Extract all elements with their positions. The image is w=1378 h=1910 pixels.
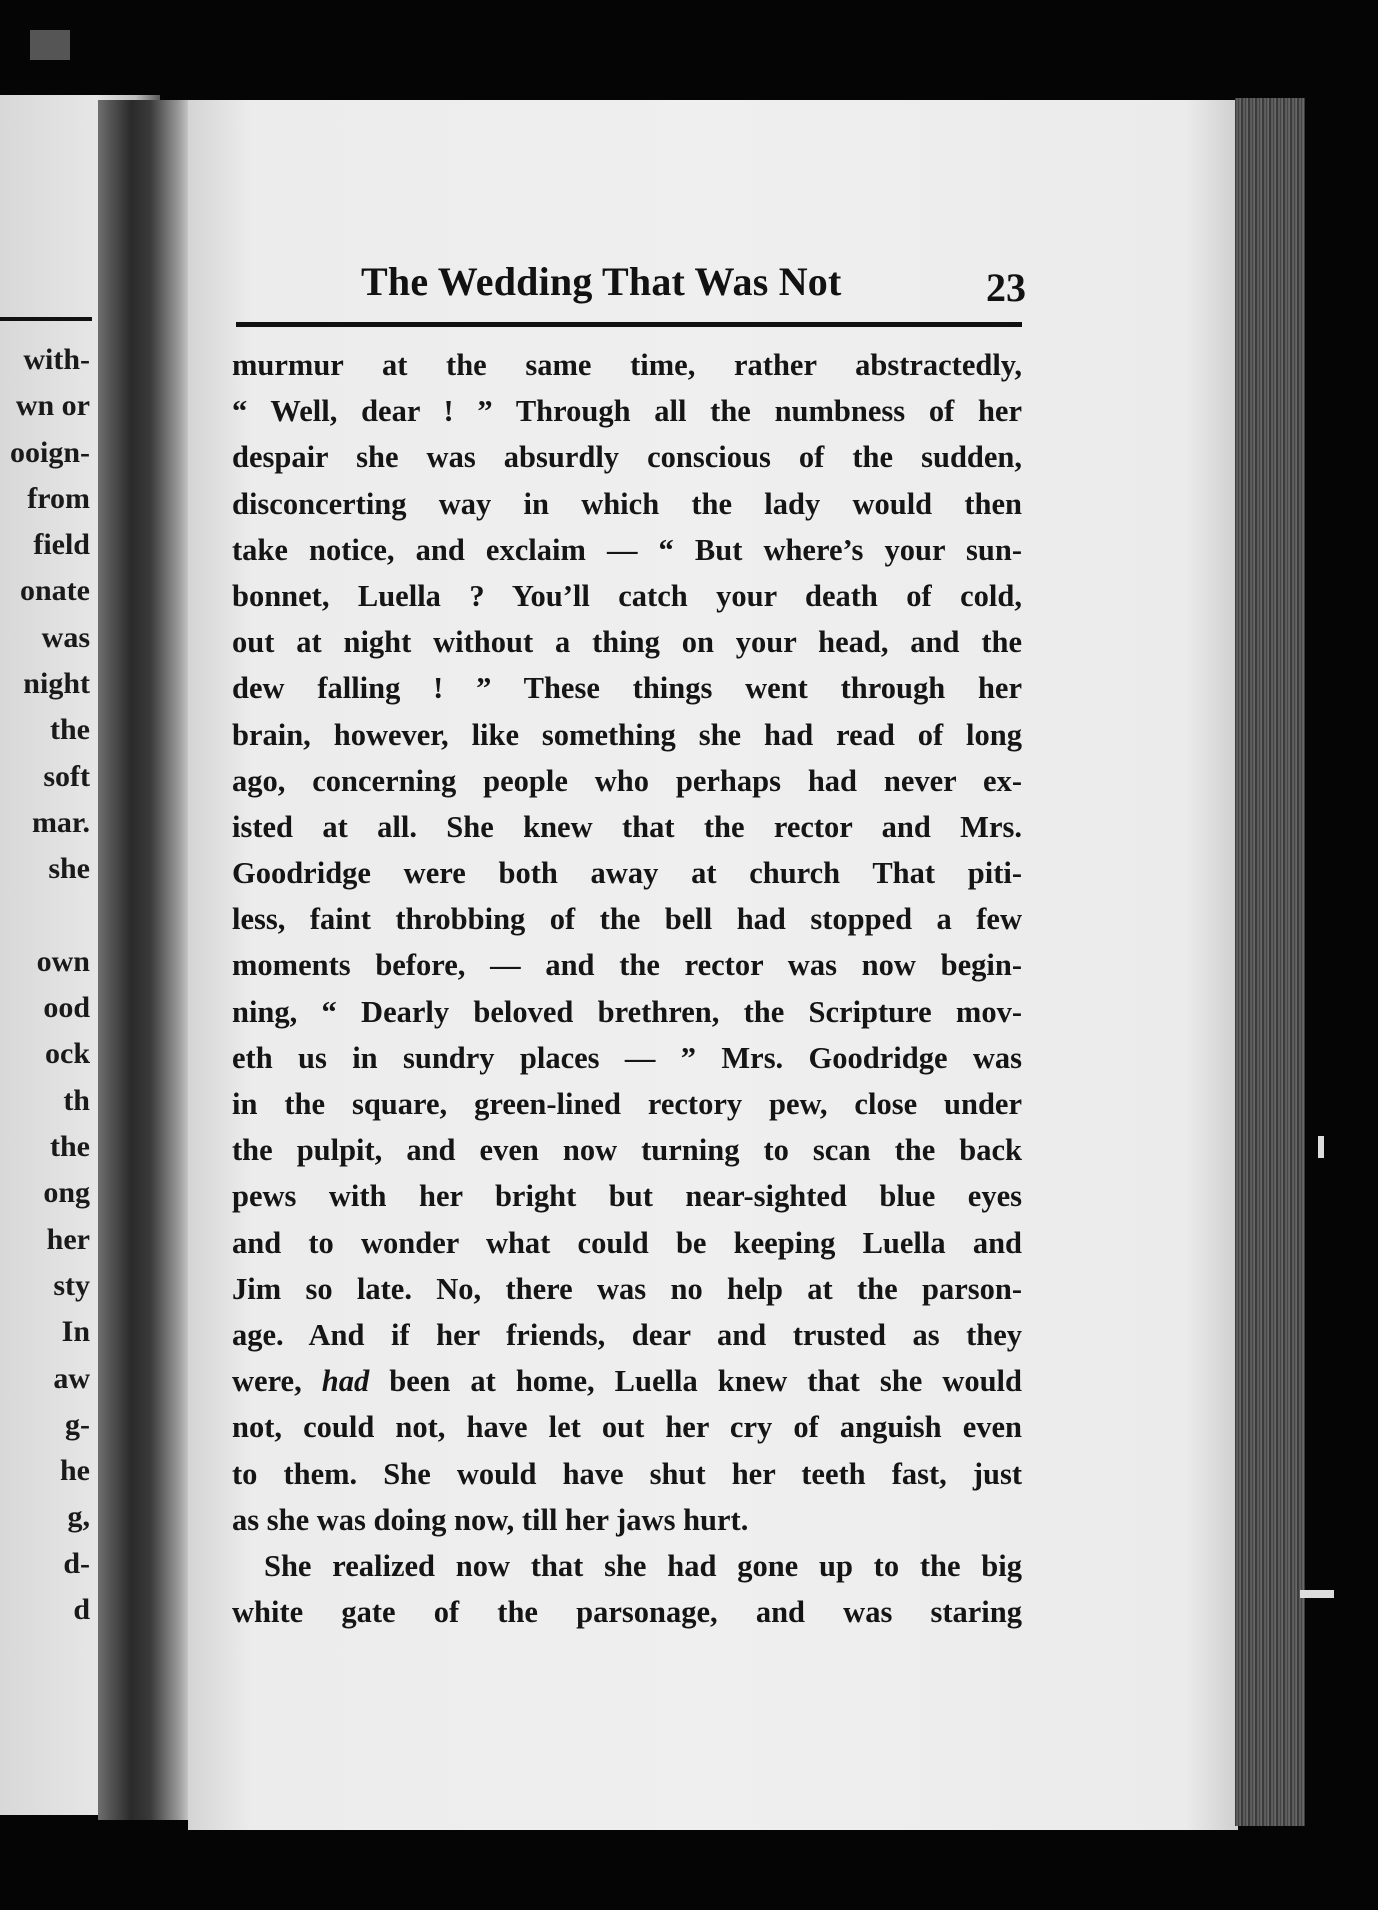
- left-fragment-line: the: [50, 1130, 90, 1164]
- text-line: and to wonder what could be keeping Luella and: [232, 1225, 1022, 1260]
- text-line: dew falling ! ” These things went through her: [232, 671, 1022, 706]
- left-fragment-line: In: [61, 1315, 90, 1349]
- text-line: eth us in sundry places — ” Mrs. Goodridge was: [232, 1040, 1022, 1075]
- text-line: not, could not, have let out her cry of anguish even: [232, 1410, 1022, 1445]
- scan-speck: [1318, 1136, 1324, 1158]
- text-line: less, faint throbbing of the bell had stopped a few: [232, 902, 1022, 937]
- text-line: take notice, and exclaim — “ But where’s your sun-: [232, 532, 1022, 567]
- text-line: ning, “ Dearly beloved brethren, the Scripture mov-: [232, 994, 1022, 1029]
- left-fragment-line: th: [63, 1083, 90, 1117]
- running-title: The Wedding That Was Not: [361, 259, 842, 304]
- left-fragment-line: ood: [43, 991, 90, 1025]
- text-line: disconcerting way in which the lady would then: [232, 486, 1022, 521]
- left-fragment-line: own: [36, 944, 90, 978]
- left-fragment-line: the: [50, 713, 90, 747]
- text-line: “ Well, dear ! ” Through all the numbness of her: [232, 394, 1022, 429]
- left-fragment-line: night: [23, 667, 90, 701]
- left-page-header-rule: [0, 317, 92, 321]
- left-fragment-line: ock: [45, 1037, 90, 1071]
- text-line: Jim so late. No, there was no help at the parson-: [232, 1271, 1022, 1306]
- left-fragment-line: field: [33, 528, 90, 562]
- text-line: ago, concerning people who perhaps had never ex-: [232, 763, 1022, 798]
- text-line: murmur at the same time, rather abstractedly,: [232, 348, 1022, 382]
- text-line: pews with her bright but near-sighted blue eyes: [232, 1179, 1022, 1214]
- text-line: bonnet, Luella ? You’ll catch your death of cold,: [232, 578, 1022, 613]
- left-fragment-line: he: [60, 1454, 90, 1488]
- header-rule: [236, 322, 1022, 327]
- text-line: brain, however, like something she had read of long: [232, 717, 1022, 752]
- left-fragment-line: d-: [63, 1546, 90, 1580]
- left-fragment-line: d: [73, 1593, 90, 1627]
- body-text: [232, 342, 1022, 1635]
- text-line: out at night without a thing on your head, and the: [232, 625, 1022, 660]
- emphasis-word: had: [321, 1364, 370, 1399]
- text-line: were, had been at home, Luella knew that she would: [232, 1364, 1022, 1399]
- text-line: despair she was absurdly conscious of the sudden,: [232, 440, 1022, 475]
- left-fragment-line: [0, 893, 90, 939]
- left-fragment-line: was: [41, 620, 90, 654]
- left-fragment-line: g-: [65, 1407, 90, 1441]
- page-header: [236, 258, 1026, 318]
- left-fragment-line: sty: [53, 1268, 90, 1302]
- left-fragment-line: soft: [43, 759, 90, 793]
- text-line: in the square, green-lined rectory pew, close under: [232, 1087, 1022, 1121]
- left-fragment-line: with-: [23, 343, 90, 376]
- left-fragment-line: g,: [67, 1500, 90, 1534]
- text-line: Goodridge were both away at church That piti-: [232, 856, 1022, 891]
- scan-speck: [30, 30, 70, 60]
- left-fragment-line: wn or: [15, 389, 90, 423]
- scan-speck: [1300, 1590, 1334, 1598]
- left-fragment-line: she: [48, 852, 90, 886]
- text-line: moments before, — and the rector was now begin-: [232, 948, 1022, 983]
- text-line: She realized now that she had gone up to the big: [264, 1548, 1022, 1583]
- left-page-text-fragments: [0, 337, 90, 1633]
- left-fragment-line: ooign-: [9, 435, 90, 469]
- text-line: isted at all. She knew that the rector and Mrs.: [232, 809, 1022, 844]
- left-fragment-line: ong: [43, 1176, 90, 1210]
- left-fragment-line: from: [27, 481, 90, 515]
- left-fragment-line: her: [46, 1222, 90, 1256]
- book-gutter: [98, 100, 193, 1820]
- page-edge-stack: [1235, 98, 1305, 1826]
- left-fragment-line: mar.: [31, 805, 90, 839]
- left-fragment-line: aw: [53, 1361, 90, 1395]
- left-fragment-line: onate: [20, 574, 90, 608]
- text-line: the pulpit, and even now turning to scan the back: [232, 1133, 1022, 1168]
- text-line: white gate of the parsonage, and was staring: [232, 1595, 1022, 1630]
- page-number: 23: [986, 265, 1026, 310]
- text-line: as she was doing now, till her jaws hurt.: [232, 1502, 749, 1537]
- text-line: age. And if her friends, dear and trusted as they: [232, 1317, 1022, 1352]
- text-line: to them. She would have shut her teeth fast, just: [232, 1456, 1022, 1491]
